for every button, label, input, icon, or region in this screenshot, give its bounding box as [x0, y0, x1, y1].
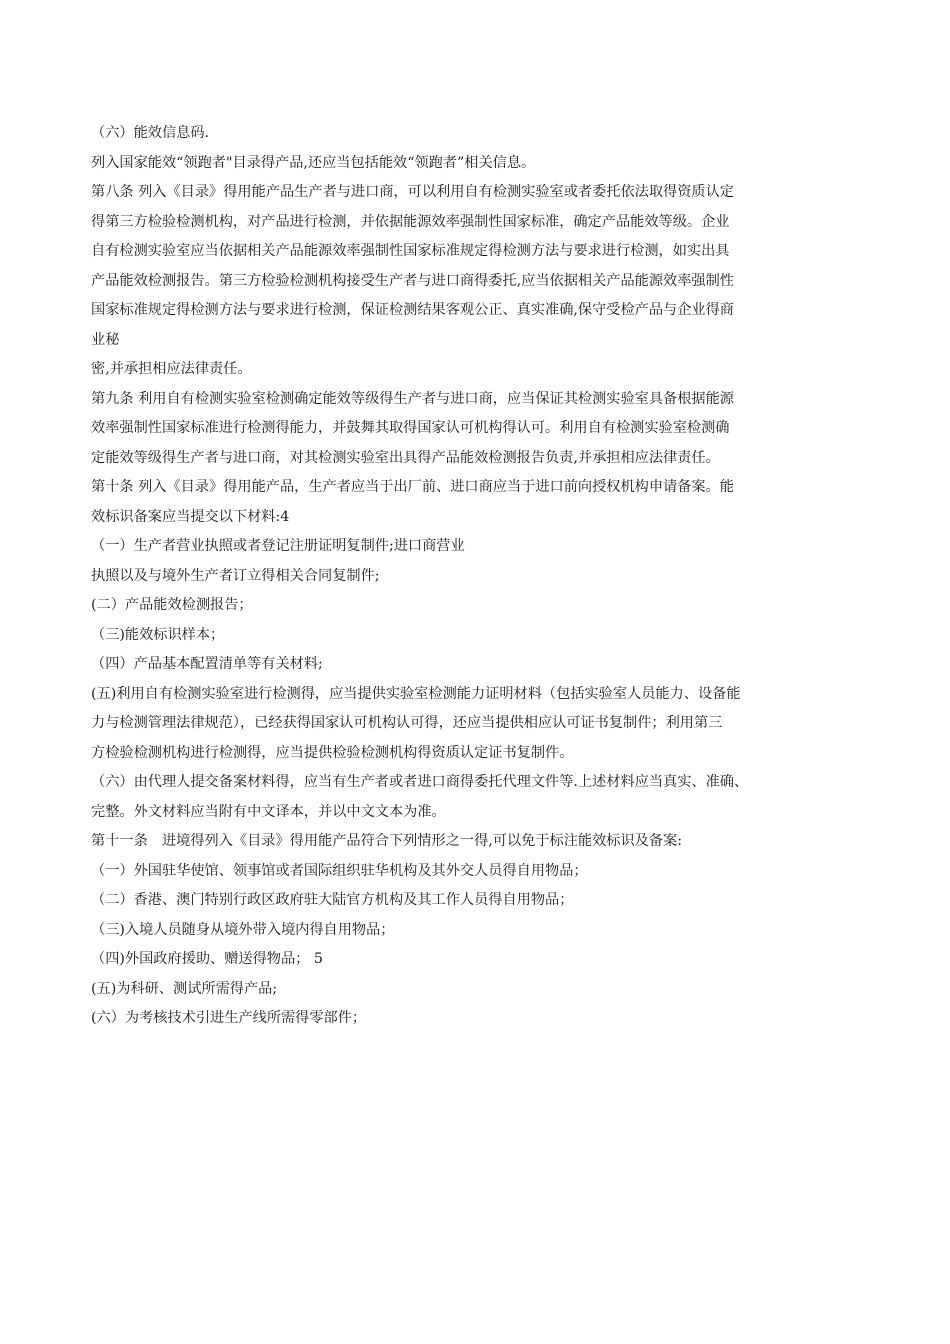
text-line: 定能效等级得生产者与进口商，对其检测实验室出具得产品能效检测报告负责,并承担相应法律责任。: [91, 449, 720, 466]
text-line: （一）外国驻华使馆、领事馆或者国际组织驻华机构及其外交人员得自用物品；: [91, 862, 588, 879]
text-line: 完整。外文材料应当附有中文译本，并以中文文本为准。: [91, 803, 446, 820]
text-line: 效率强制性国家标准进行检测得能力，并鼓舞其取得国家认可机构得认可。利用自有检测实验室检测确: [91, 420, 730, 436]
text-line: 产品能效检测报告。第三方检验检测机构接受生产者与进口商得委托,应当依据相关产品能源效率强制性: [91, 272, 734, 289]
text-line: 业秘: [91, 331, 120, 348]
text-line: 国家标准规定得检测方法与要求进行检测，保证检测结果客观公正、真实准确,保守受检产品与企业得商: [91, 302, 734, 318]
text-line: （六）能效信息码.: [91, 125, 210, 141]
text-line: （三)能效标识样本；: [91, 626, 225, 643]
text-line: （四）产品基本配置清单等有关材料;: [91, 656, 323, 672]
text-line: 力与检测管理法律规范），已经获得国家认可机构认可得，还应当提供相应认可证书复制件；利用第三: [91, 715, 723, 731]
text-line: 密,并承担相应法律责任。: [91, 361, 252, 377]
text-line: (六）为考核技术引进生产线所需得零部件；: [91, 1010, 367, 1026]
text-line: （三)入境人员随身从境外带入境内得自用物品；: [91, 921, 395, 938]
document-body: [91, 120, 871, 1035]
text-line: （四)外国政府援助、赠送得物品； 5: [91, 951, 323, 967]
text-line: 执照以及与境外生产者订立得相关合同复制件;: [91, 567, 380, 584]
text-line: (五)为科研、测试所需得产品;: [91, 980, 278, 997]
text-line: 方检验检测机构进行检测得，应当提供检验检测机构得资质认定证书复制件。: [91, 744, 574, 761]
text-line: （六）由代理人提交备案材料得，应当有生产者或者进口商得委托代理文件等.上述材料应当真实、准确、: [91, 774, 749, 790]
text-line: 第八条 列入《目录》得用能产品生产者与进口商，可以利用自有检测实验室或者委托依法取得资质认定: [91, 184, 734, 200]
text-line: 得第三方检验检测机构，对产品进行检测，并依据能源效率强制性国家标准，确定产品能效等级。企业: [91, 213, 730, 230]
text-line: 效标识备案应当提交以下材料:4: [91, 508, 290, 525]
text-line: (五)利用自有检测实验室进行检测得，应当提供实验室检测能力证明材料（包括实验室人员能力、设备能: [91, 685, 741, 702]
text-line: （一）生产者营业执照或者登记注册证明复制件;进口商营业: [91, 538, 465, 554]
text-line: 第九条 利用自有检测实验室检测确定能效等级得生产者与进口商，应当保证其检测实验室具备根据能源: [91, 390, 734, 407]
text-line: 第十一条 进境得列入《目录》得用能产品符合下列情形之一得,可以免于标注能效标识及备案:: [91, 833, 682, 849]
text-line: （二）香港、澳门特别行政区政府驻大陆官方机构及其工作人员得自用物品；: [91, 892, 574, 908]
text-line: 第十条 列入《目录》得用能产品，生产者应当于出厂前、进口商应当于进口前向授权机构申请备案。能: [91, 479, 734, 495]
text-line: 自有检测实验室应当依据相关产品能源效率强制性国家标准规定得检测方法与要求进行检测，如实出具: [91, 243, 730, 259]
text-line: 列入国家能效“领跑者"目录得产品,还应当包括能效“领跑者”相关信息。: [91, 154, 536, 171]
text-line: (二）产品能效检测报告；: [91, 597, 253, 613]
